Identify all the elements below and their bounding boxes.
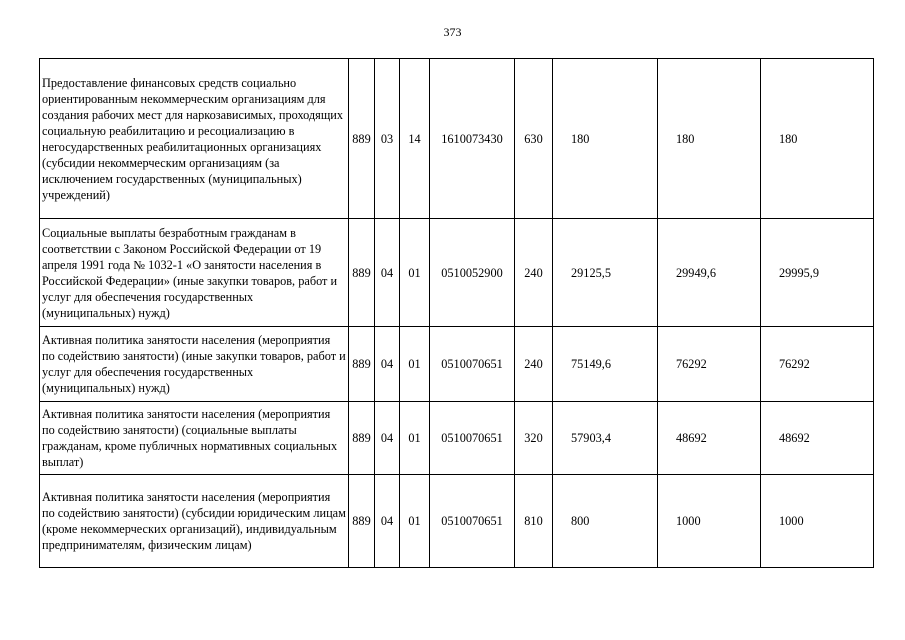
- subsection-code: 01: [400, 327, 430, 402]
- row-name: Активная политика занятости населения (мероприятия по содействию занятости) (субсидии юридическим лицам (кроме некоммерческих организаций), индивидуальным предпринимателям, физическим лицам): [40, 475, 349, 568]
- ministry-code: 889: [349, 219, 375, 327]
- amount-year-2: 180: [658, 59, 761, 219]
- row-name: Социальные выплаты безработным гражданам в соответствии с Законом Российской Федерации от 19 апреля 1991 года № 1032-1 «О занятости населения в Российской Федерации» (иные закупки товаров, работ и услуг для обеспечения государственных (муниципальных) нужд): [40, 219, 349, 327]
- amount-year-3: 29995,9: [761, 219, 874, 327]
- amount-year-1: 57903,4: [553, 402, 658, 475]
- subsection-code: 01: [400, 402, 430, 475]
- expense-type-code: 320: [515, 402, 553, 475]
- expense-type-code: 810: [515, 475, 553, 568]
- amount-year-2: 76292: [658, 327, 761, 402]
- table-row: [40, 219, 874, 327]
- section-code: 04: [375, 219, 400, 327]
- target-article-code: 0510070651: [430, 475, 515, 568]
- budget-table: [39, 58, 874, 568]
- expense-type-code: 240: [515, 219, 553, 327]
- target-article-code: 0510070651: [430, 402, 515, 475]
- table-row: [40, 327, 874, 402]
- row-name: Активная политика занятости населения (мероприятия по содействию занятости) (социальные выплаты гражданам, кроме публичных нормативных социальных выплат): [40, 402, 349, 475]
- amount-year-1: 800: [553, 475, 658, 568]
- subsection-code: 01: [400, 475, 430, 568]
- section-code: 04: [375, 402, 400, 475]
- section-code: 03: [375, 59, 400, 219]
- ministry-code: 889: [349, 59, 375, 219]
- subsection-code: 01: [400, 219, 430, 327]
- ministry-code: 889: [349, 402, 375, 475]
- page-number: 373: [443, 25, 462, 39]
- table-row: [40, 475, 874, 568]
- amount-year-1: 75149,6: [553, 327, 658, 402]
- subsection-code: 14: [400, 59, 430, 219]
- table-row: [40, 59, 874, 219]
- amount-year-1: 29125,5: [553, 219, 658, 327]
- amount-year-2: 48692: [658, 402, 761, 475]
- amount-year-3: 180: [761, 59, 874, 219]
- target-article-code: 0510070651: [430, 327, 515, 402]
- amount-year-2: 1000: [658, 475, 761, 568]
- row-name: Предоставление финансовых средств социально ориентированным некоммерческим организациям для создания рабочих мест для наркозависимых, проходящих социальную реабилитацию и ресоциализацию в негосударственных реабилитационных организациях (субсидии некоммерческим организациям (за исключением государственных (муниципальных) учреждений): [40, 59, 349, 219]
- target-article-code: 0510052900: [430, 219, 515, 327]
- amount-year-3: 48692: [761, 402, 874, 475]
- row-name: Активная политика занятости населения (мероприятия по содействию занятости) (иные закупки товаров, работ и услуг для обеспечения государственных (муниципальных) нужд): [40, 327, 349, 402]
- table-row: [40, 402, 874, 475]
- amount-year-1: 180: [553, 59, 658, 219]
- section-code: 04: [375, 475, 400, 568]
- expense-type-code: 240: [515, 327, 553, 402]
- ministry-code: 889: [349, 475, 375, 568]
- target-article-code: 1610073430: [430, 59, 515, 219]
- ministry-code: 889: [349, 327, 375, 402]
- amount-year-2: 29949,6: [658, 219, 761, 327]
- expense-type-code: 630: [515, 59, 553, 219]
- section-code: 04: [375, 327, 400, 402]
- amount-year-3: 76292: [761, 327, 874, 402]
- amount-year-3: 1000: [761, 475, 874, 568]
